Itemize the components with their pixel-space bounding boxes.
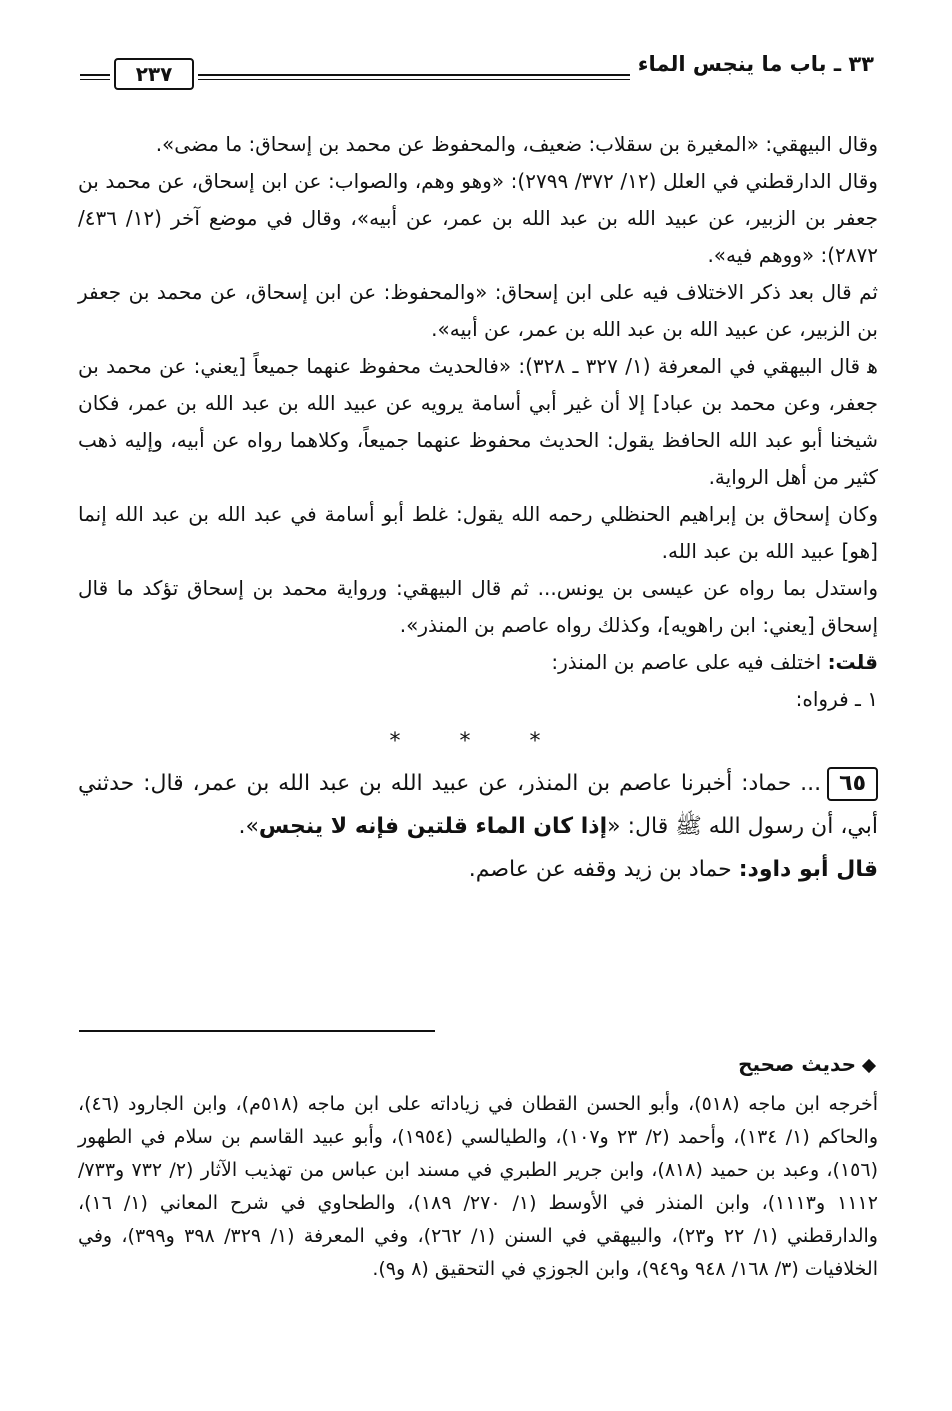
- paragraph: واستدل بما رواه عن عيسى بن يونس... ثم قال البيهقي: ورواية محمد بن إسحاق تؤكد ما قال إسحاق [يعني: ابن راهويه]، وكذلك رواه عاصم بن المنذر».: [78, 576, 878, 637]
- header-rule: [198, 74, 630, 80]
- grading-title: [738, 1052, 874, 1076]
- qultu-label: قلت:: [827, 650, 878, 674]
- abu-dawud-label: قال أبو داود:: [738, 857, 878, 882]
- diamond-icon: [862, 1059, 876, 1073]
- section-separator: * * *: [389, 729, 567, 754]
- hadith-text: ... حماد: أخبرنا عاصم بن المنذر، عن عبيد الله بن عبد الله بن عمر، قال: حدثني أبي، أن رسول الله ﷺ قال: «: [78, 771, 878, 839]
- page-number-badge: ٢٣٧: [114, 58, 194, 90]
- paragraph: ثم قال بعد ذكر الاختلاف فيه على ابن إسحاق: «والمحفوظ: عن ابن إسحاق، عن محمد بن جعفر بن الزبير، عن عبيد الله بن عبد الله بن عمر، عن أبيه».: [78, 280, 878, 341]
- paragraph: [78, 848, 878, 891]
- main-text: [78, 126, 878, 891]
- hadith-paragraph: [78, 762, 878, 848]
- page-header: [80, 44, 880, 94]
- grading-title-text: حديث صحيح: [738, 1052, 856, 1076]
- hadith-end: ».: [238, 814, 259, 839]
- paragraph: ﻫ قال البيهقي في المعرفة (١/ ٣٢٧ ـ ٣٢٨): «فالحديث محفوظ عنهما جميعاً [يعني: عن محمد بن جعفر، وعن محمد بن عباد] إلا أن غير أبي أسامة يرويه عن عبيد الله بن عبد الله بن عمر، فكان شيخنا أبو عبد الله الحافظ يقول: الحديث محفوظ عنهما جميعاً، وكلاهما رواه عن أبيه، وإليه ذهب كثير من أهل الرواية.: [78, 354, 878, 489]
- paragraph: ١ ـ فرواه:: [795, 687, 878, 711]
- qultu-text: اختلف فيه على عاصم بن المنذر:: [551, 650, 828, 674]
- paragraph: وقال الدارقطني في العلل (١٢/ ٣٧٢/ ٢٧٩٩): «وهو وهم، والصواب: عن ابن إسحاق، عن محمد بن جعفر بن الزبير، عن عبيد الله بن عبد الله بن عمر، عن أبيه»، وقال في موضع آخر (١٢/ ٤٣٦/ ٢٨٧٢): «ووهم فيه».: [78, 169, 878, 267]
- footnote-divider: [78, 1030, 876, 1032]
- takhrij-notes: أخرجه ابن ماجه (٥١٨)، وأبو الحسن القطان في زياداته على ابن ماجه (٥١٨م)، وابن الجارود (٤٦)، والحاكم (١/ ١٣٤)، وأحمد (٢/ ٢٣ و١٠٧)، والطيالسي (١٩٥٤)، وأبو عبيد القاسم بن سلام في الطهور (١٥٦)، وعبد بن حميد (٨١٨)، وابن جرير الطبري في مسند ابن عباس من تهذيب الآثار (٢/ ٧٣٢ و٧٣٣/ ١١١٢ و١١١٣)، وابن المنذر في الأوسط (١/ ٢٧٠/ ١٨٩)، والطحاوي في شرح المعاني (١/ ١٦)، والدارقطني (١/ ٢٢ و٢٣)، والبيهقي في السنن (١/ ٢٦٢)، وفي المعرفة (١/ ٣٢٩/ ٣٩٨ و٣٩٩)، وفي الخلافيات (٣/ ١٦٨/ ٩٤٨ و٩٤٩)، وابن الجوزي في التحقيق (٨ و٩).: [78, 1093, 878, 1280]
- chapter-title: ٣٣ ـ باب ما ينجس الماء: [637, 52, 874, 76]
- hadith-quote: إذا كان الماء قلتين فإنه لا ينجس: [258, 814, 608, 839]
- abu-dawud-text: حماد بن زيد وقفه عن عاصم.: [468, 857, 739, 882]
- paragraph: وكان إسحاق بن إبراهيم الحنظلي رحمه الله يقول: غلط أبو أسامة في عبد الله بن عبد الله إنما [هو] عبيد الله بن عبد الله.: [78, 502, 878, 563]
- header-rule-short: [80, 74, 110, 80]
- paragraph: [78, 644, 878, 681]
- paragraph: وقال البيهقي: «المغيرة بن سقلاب: ضعيف، والمحفوظ عن محمد بن إسحاق: ما مضى».: [155, 132, 878, 156]
- hadith-number-badge: ٦٥: [827, 767, 878, 801]
